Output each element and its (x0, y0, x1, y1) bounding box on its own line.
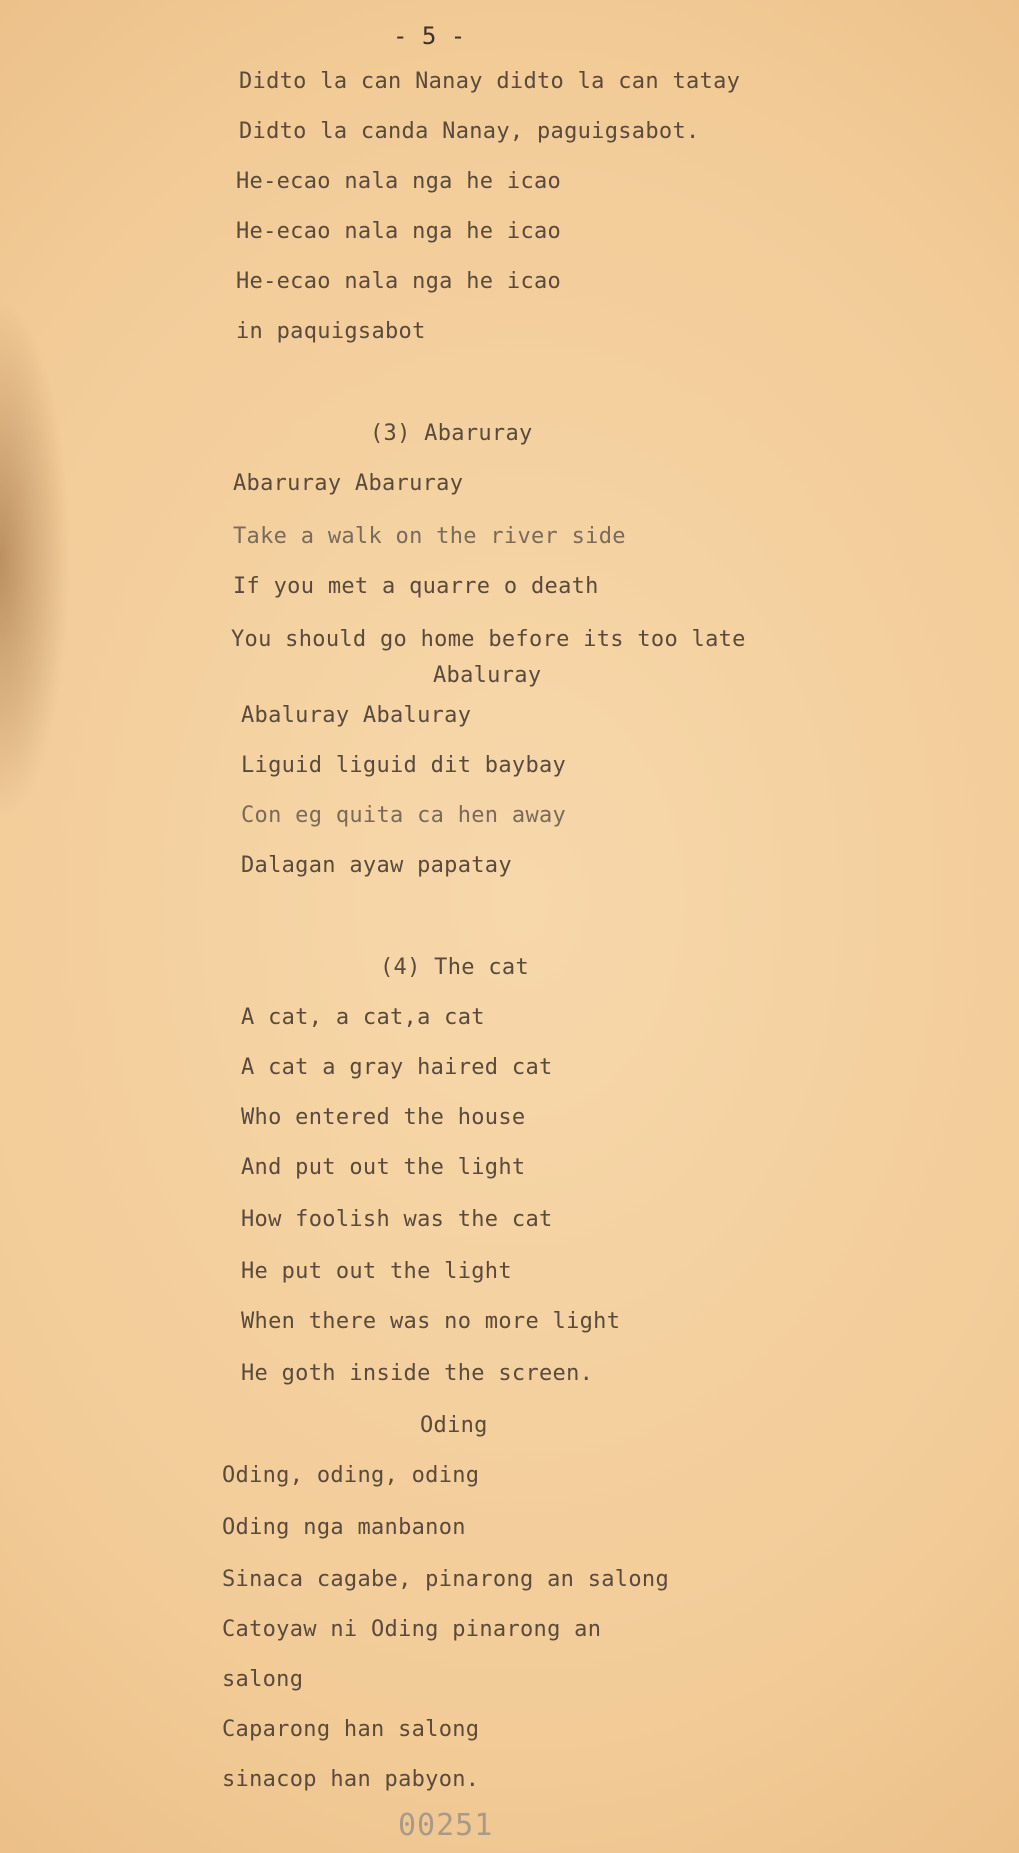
song-4-line: A cat a gray haired cat (241, 1055, 553, 1080)
song-3-title: (3) Abaruray (370, 421, 533, 446)
song-5-line: Caparong han salong (222, 1717, 480, 1742)
song-5-line: salong (222, 1667, 304, 1692)
song-1-line: He-ecao nala nga he icao (236, 219, 562, 244)
song-5-title: Oding (420, 1413, 488, 1438)
song-3-line: Abaruray Abaruray (233, 471, 464, 496)
song-3-line: If you met a quarre o death (233, 574, 599, 599)
song-4-line: When there was no more light (241, 1309, 621, 1334)
song-5-line: Oding nga manbanon (222, 1515, 466, 1540)
song-4-line: Who entered the house (241, 1105, 526, 1130)
song-1-line: He-ecao nala nga he icao (236, 169, 562, 194)
archive-stamp-number: 00251 (398, 1808, 494, 1843)
song-4-line: How foolish was the cat (241, 1207, 553, 1232)
song-3b-line: Abaluray Abaluray (241, 703, 472, 728)
song-1-line: He-ecao nala nga he icao (236, 269, 562, 294)
song-4-title: (4) The cat (380, 955, 529, 980)
song-1-line: in paquigsabot (236, 319, 426, 344)
song-3b-title: Abaluray (433, 663, 542, 688)
song-4-line: And put out the light (241, 1155, 526, 1180)
song-4-line: A cat, a cat,a cat (241, 1005, 485, 1030)
page-number: - 5 - (393, 22, 466, 50)
song-3b-line: Dalagan ayaw papatay (241, 853, 512, 878)
song-5-line: sinacop han pabyon. (222, 1767, 480, 1792)
song-5-line: Oding, oding, oding (222, 1463, 480, 1488)
song-3-line: Take a walk on the river side (233, 524, 626, 549)
song-3-line: You should go home before its too late (231, 627, 746, 652)
song-4-line: He goth inside the screen. (241, 1361, 594, 1386)
song-5-line: Catoyaw ni Oding pinarong an (222, 1617, 602, 1642)
song-3b-line: Con eg quita ca hen away (241, 803, 567, 828)
song-4-line: He put out the light (241, 1259, 512, 1284)
song-1-line: Didto la canda Nanay, paguigsabot. (239, 119, 700, 144)
song-5-line: Sinaca cagabe, pinarong an salong (222, 1567, 669, 1592)
song-3b-line: Liguid liguid dit baybay (241, 753, 567, 778)
song-1-line: Didto la can Nanay didto la can tatay (239, 69, 741, 94)
